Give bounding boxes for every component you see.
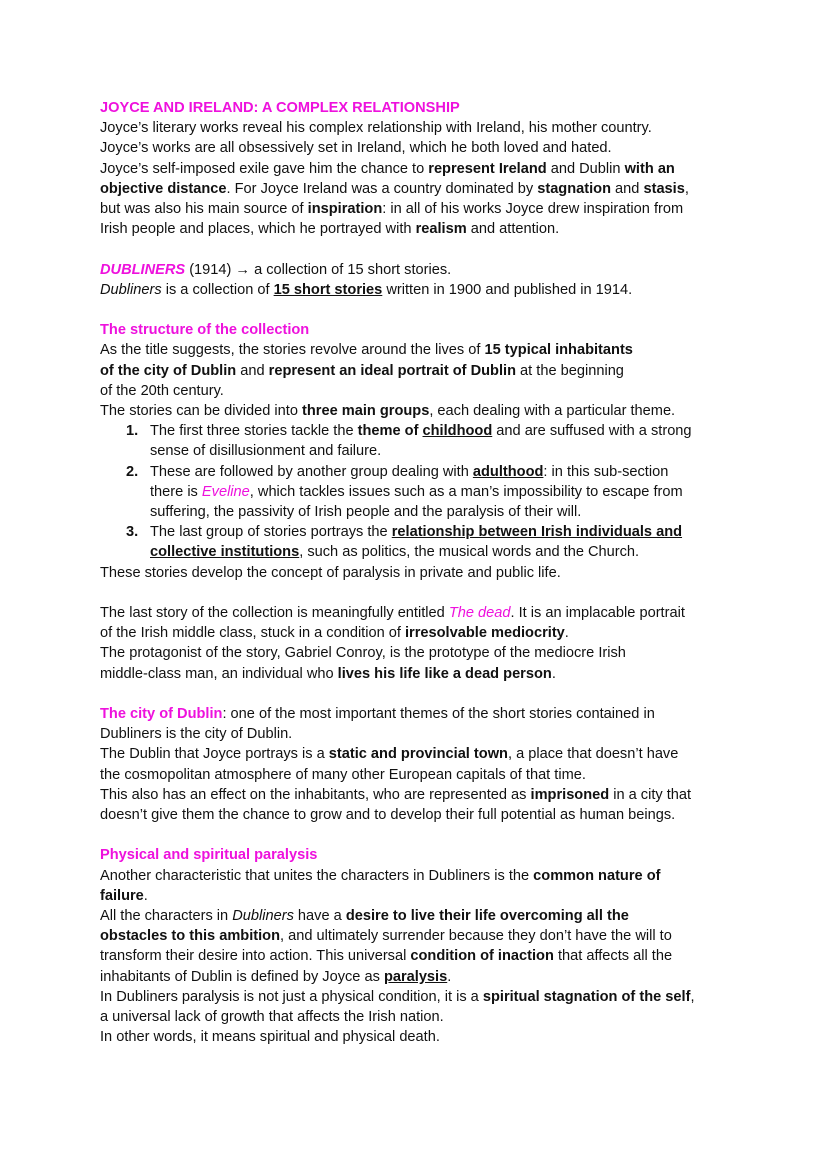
paragraph-line: Dubliners is a collection of 15 short stories written in 1900 and published in 1914. [100,281,633,298]
spacer [100,684,740,704]
paragraph-line: Another characteristic that unites the characters in Dubliners is the common nature of [100,867,661,884]
paragraph-line: transform their desire into action. This universal condition of inaction that affects all the [100,948,673,965]
list-item-3: 3. The last group of stories portrays the relationship between Irish individuals and collective institutions, such as politics, the musical words and the Church. [126,524,683,561]
section-heading-city-of-dublin: The city of Dublin [100,706,223,723]
paragraph-line: Dubliners is the city of Dublin. [100,726,293,743]
paragraph-line: Joyce’s works are all obsessively set in Ireland, which he both loved and hated. [100,140,612,157]
paragraph-line: The last story of the collection is meaningfully entitled The dead. It is an implacable portrait [100,605,685,622]
section-heading-joyce-ireland: JOYCE AND IRELAND: A COMPLEX RELATIONSHIP [100,100,460,116]
paragraph-line: All the characters in Dubliners have a desire to live their life overcoming all the [100,908,629,925]
paragraph-line: of the Irish middle class, stuck in a condition of irresolvable mediocrity. [100,625,569,642]
paragraph-line: obstacles to this ambition, and ultimately surrender because they don’t have the will to [100,928,672,945]
paragraph-line: The protagonist of the story, Gabriel Conroy, is the prototype of the mediocre Irish [100,645,626,662]
spacer [100,583,740,603]
the-dead-title: The dead [448,605,511,622]
paragraph-line: The city of Dublin: one of the most important themes of the short stories contained in [100,706,655,723]
list-item-2: 2. These are followed by another group dealing with adulthood: in this sub-section there is Eveline, which tackles issues such as a man’s impossibility to escape from suffering, the passivity of Irish people and the paralysis of their will. [126,463,683,521]
paragraph-line: Joyce’s literary works reveal his complex relationship with Ireland, his mother country. [100,120,652,137]
paragraph-line: In Dubliners paralysis is not just a physical condition, it is a spiritual stagnation of the self, [100,988,695,1005]
section-heading-structure: The structure of the collection [100,322,310,339]
paragraph-line: Irish people and places, which he portrayed with realism and attention. [100,221,560,238]
list-number: 3. [126,524,139,541]
paragraph-line: of the 20th century. [100,382,224,399]
paragraph-line: the cosmopolitan atmosphere of many other European capitals of that time. [100,766,586,783]
paragraph-line: Joyce’s self-imposed exile gave him the chance to represent Ireland and Dublin with an [100,160,675,177]
section-heading-paralysis: Physical and spiritual paralysis [100,847,318,864]
paragraph-line: failure. [100,887,148,904]
paragraph-line: objective distance. For Joyce Ireland was a country dominated by stagnation and stasis, [100,180,689,197]
list-number: 1. [126,423,139,440]
paragraph-line: These stories develop the concept of paralysis in private and public life. [100,564,561,581]
paragraph-line: As the title suggests, the stories revolve around the lives of 15 typical inhabitants [100,342,633,359]
spacer [100,825,740,845]
paragraph-line: inhabitants of Dublin is defined by Joyce as paralysis. [100,968,452,985]
document-body [100,98,740,1047]
paragraph-line: middle-class man, an individual who lives his life like a dead person. [100,665,556,682]
paragraph-line: but was also his main source of inspiration: in all of his works Joyce drew inspiration from [100,201,684,218]
dubliners-title-line: DUBLINERS (1914) → a collection of 15 short stories. [100,261,452,278]
list-item-1: 1. The first three stories tackle the theme of childhood and are suffused with a strong sense of disillusionment and failure. [126,423,692,460]
spacer [100,300,740,320]
paragraph-line: of the city of Dublin and represent an ideal portrait of Dublin at the beginning [100,362,624,379]
list-number: 2. [126,463,139,480]
paragraph-line: doesn’t give them the chance to grow and to develop their full potential as human beings. [100,807,676,824]
paragraph-line: In other words, it means spiritual and physical death. [100,1029,440,1046]
paragraph-line: The stories can be divided into three main groups, each dealing with a particular theme. [100,403,676,420]
dubliners-title: DUBLINERS [100,261,186,278]
paragraph-line: This also has an effect on the inhabitants, who are represented as imprisoned in a city that [100,786,692,803]
paragraph-line: The Dublin that Joyce portrays is a static and provincial town, a place that doesn’t have [100,746,679,763]
eveline-title: Eveline [201,483,250,500]
spacer [100,239,740,259]
paragraph-line: a universal lack of growth that affects the Irish nation. [100,1009,444,1026]
